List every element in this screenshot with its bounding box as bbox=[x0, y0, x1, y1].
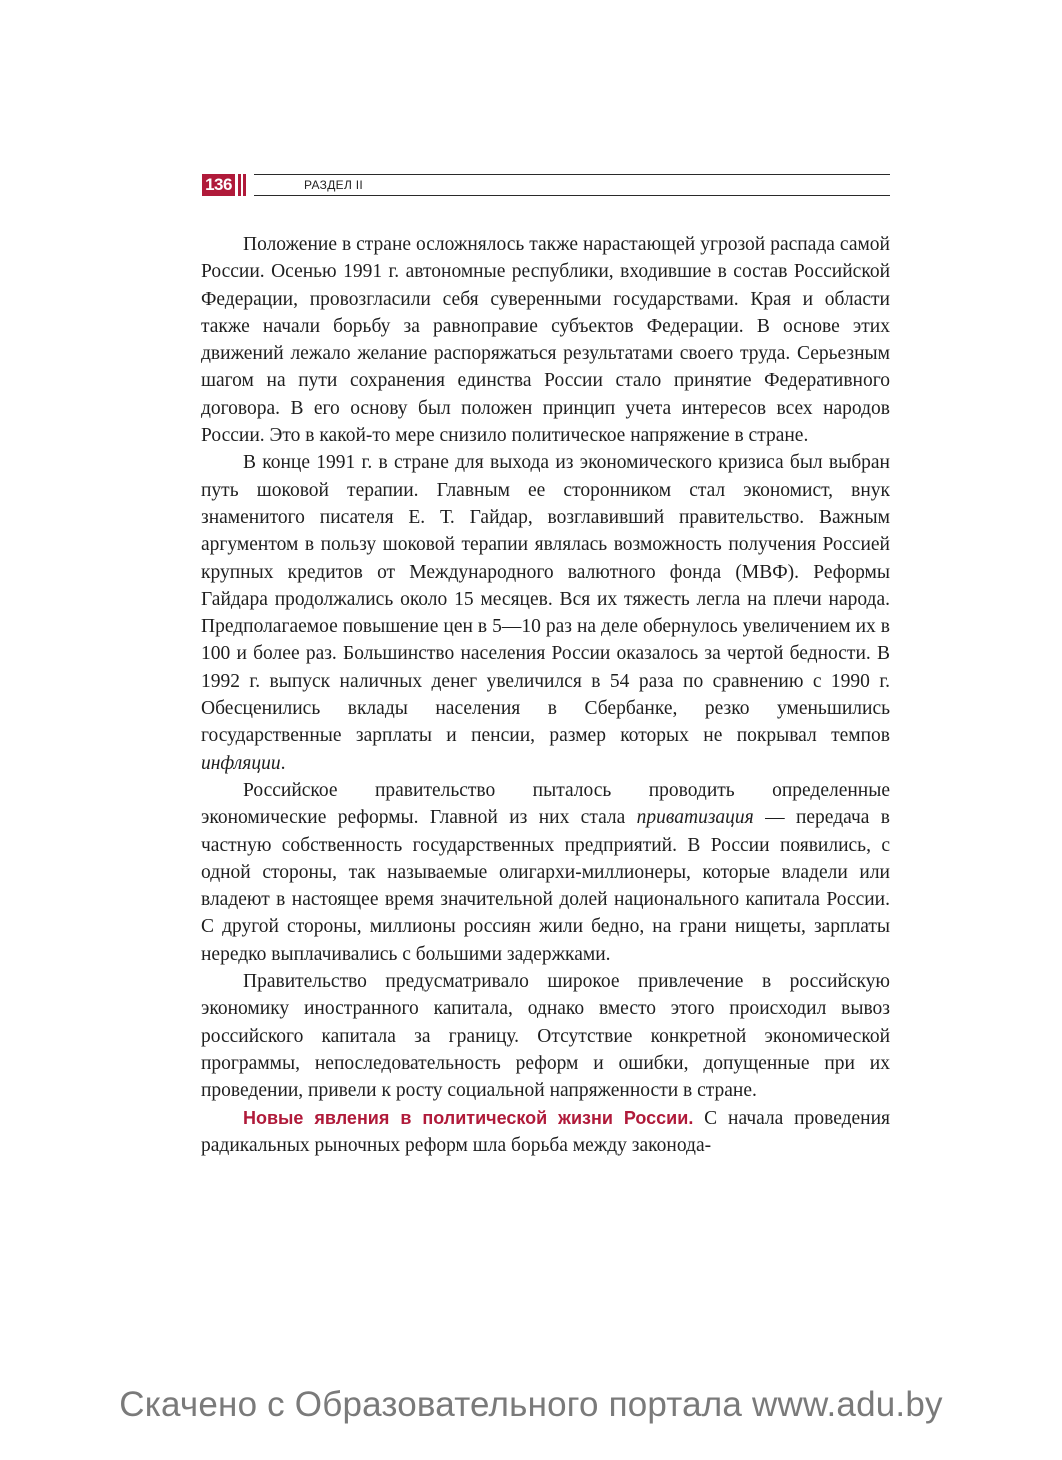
watermark: Скачено с Образовательного портала www.adu.by bbox=[119, 1385, 943, 1424]
paragraph-3 bbox=[201, 777, 890, 968]
term-privatization: приватизация bbox=[636, 807, 754, 829]
text-column bbox=[201, 231, 890, 1159]
paragraph-5 bbox=[201, 1105, 890, 1160]
paragraph-text: С начала проведения радикальных рыночных реформ шла борьба между законода- bbox=[201, 1107, 891, 1156]
page-number: 136 bbox=[202, 174, 235, 196]
header-rule bbox=[254, 174, 890, 175]
paragraph-text: Правительство предусматривало широкое привлечение в российскую экономику иностранного капитала, однако вместо этого происходил вывоз российского капитала за границу. Отсутствие конкретной экономической программы, непоследовательность реформ и ошибки, допущенные при их проведении, привели к росту социальной напряженности в стране. bbox=[201, 971, 890, 1102]
term-inflation: инфляции bbox=[201, 752, 281, 774]
paragraph-text: В конце 1991 г. в стране для выхода из экономического кризиса был выбран путь шоковой терапии. Главным ее сторонником стал экономист, внук знаменитого писателя Е. Т. Гайдар, возглавивший правительство. Важным аргументом в пользу шоковой терапии являлась возможность получения Россией крупных кредитов от Международного валютного фонда (МВФ). Реформы Гайдара продолжались около 15 месяцев. Вся их тяжесть легла на плечи народа. Предполагаемое повышение цен в 5—10 раз на деле обернулось увеличением их в 100 и более раз. Большинство населения России оказалось за чертой бедности. В 1992 г. выпуск наличных денег увеличился в 54 раза по сравнению с 1990 г. Обесценились вклады населения в Сбербанке, резко уменьшились государственные зарплаты и пенсии, размер которых не покрывал темпов bbox=[201, 452, 890, 747]
running-header bbox=[202, 172, 890, 196]
header-accent-bar bbox=[238, 174, 241, 196]
header-rule bbox=[254, 195, 890, 196]
header-accent-bar bbox=[243, 174, 246, 196]
paragraph-text: . bbox=[280, 752, 286, 774]
paragraph-text: — передача в частную собственность государственных предприятий. В России появились, с одной стороны, так называемые олигархи-миллионеры, которые владели или владеют в настоящее время значительной долей национального капитала России. С другой стороны, миллионы россиян жили бедно, на грани нищеты, зарплаты нередко выплачивались с большими задержками. bbox=[201, 807, 891, 965]
paragraph-text: Российское правительство пыталось проводить определенные экономические реформы. Главной из них стала bbox=[201, 779, 890, 829]
section-heading: Новые явления в политической жизни России. bbox=[243, 1107, 694, 1128]
paragraph-1 bbox=[201, 231, 890, 449]
paragraph-2 bbox=[201, 449, 890, 777]
paragraph-4 bbox=[201, 968, 890, 1104]
paragraph-text: Положение в стране осложнялось также нарастающей угрозой распада самой России. Осенью 1991 г. автономные республики, входившие в состав Российской Федерации, провозгласили себя суверенными государствами. Края и области также начали борьбу за равноправие субъектов Федерации. В основе этих движений лежало желание распоряжаться результатами своего труда. Серьезным шагом на пути сохранения единства России стало принятие Федеративного договора. В его основу был положен принцип учета интересов всех народов России. Это в какой-то мере снизило политическое напряжение в стране. bbox=[201, 234, 890, 447]
section-label: РАЗДЕЛ II bbox=[304, 178, 364, 192]
